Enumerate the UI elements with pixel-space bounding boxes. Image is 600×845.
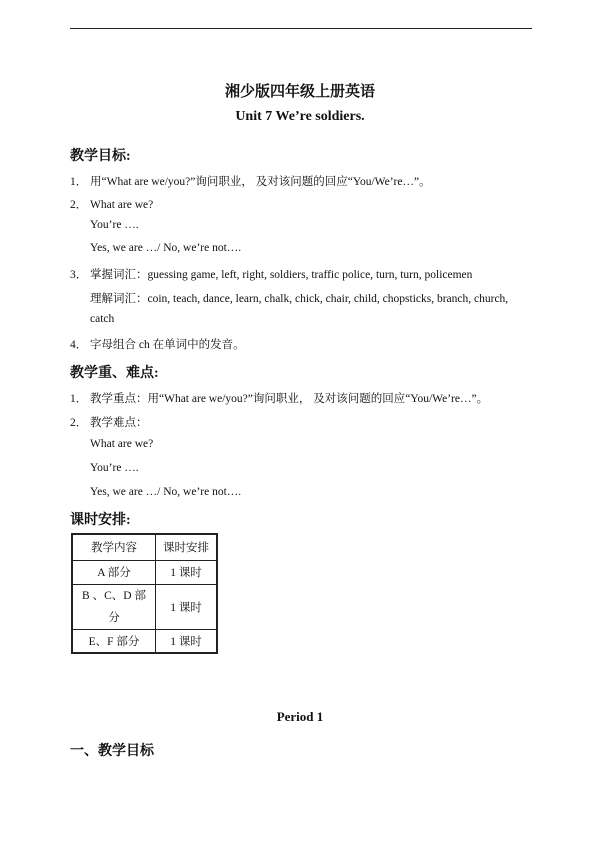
table-row [72,560,217,584]
table-cell-hours: 1 课时 [156,629,218,653]
key-point-item-1 [70,390,488,406]
schedule-table [71,533,218,654]
goal-item-1 [70,173,431,189]
key-point-item-1-text: 教学重点：用“What are we/you?”询问职业， 及对该问题的回应“You/We’re…”。 [90,393,489,405]
table-cell-content [72,584,156,629]
goal-item-3-vocab-cont: catch [90,313,115,325]
table-row [72,534,217,560]
goal-item-3-text: 掌握词汇：guessing game, left, right, soldiers, traffic police, turn, turn, policemen [90,269,473,281]
goal-item-1-text: 用“What are we/you?”询问职业， 及对该问题的回应“You/We’re…”。 [90,176,431,188]
header-rule [70,28,532,29]
period-section-heading: 一、教学目标 [70,744,154,759]
goal-item-4-text: 字母组合 ch 在单词中的发音。 [90,339,245,351]
key-point-item-2-line-c: Yes, we are …/ No, we’re not…. [90,486,242,498]
table-cell-content-line2: 分 [108,611,120,624]
table-header-content: 教学内容 [72,534,156,560]
key-point-item-2-text: 教学难点： [90,417,148,429]
goal-item-2-answer-b: Yes, we are …/ No, we’re not…. [90,242,242,254]
key-points-heading: 教学重、难点: [70,366,159,381]
goals-heading: 教学目标: [70,149,131,164]
key-point-item-2-line-a: What are we? [90,438,154,450]
table-header-hours: 课时安排 [156,534,218,560]
document-title: 湘少版四年级上册英语 [224,84,375,100]
key-point-item-2 [70,414,148,430]
key-point-item-2-num: 2． [70,417,88,429]
table-cell-content-line1: B 、C、D 部 [82,589,146,602]
table-cell-content: E、F 部分 [72,629,156,653]
goal-item-3-num: 3． [70,269,88,281]
table-row [72,629,217,653]
table-row [72,584,217,629]
goal-item-1-num: 1． [70,176,88,188]
unit-title: Unit 7 We’re soldiers. [235,109,365,124]
table-cell-hours: 1 课时 [156,584,218,629]
schedule-heading: 课时安排: [70,513,131,528]
goal-item-2-answer-a: You’re …. [90,219,139,231]
goal-item-4-num: 4． [70,339,88,351]
goal-item-3-vocab: 理解词汇：coin, teach, dance, learn, chalk, chick, chair, child, chopsticks, branch, church, [90,293,509,305]
key-point-item-1-num: 1． [70,393,88,405]
table-cell-hours: 1 课时 [156,560,218,584]
goal-item-4 [70,336,245,352]
table-cell-content: A 部分 [72,560,156,584]
goal-item-2-num: 2． [70,199,88,211]
key-point-item-2-line-b: You’re …. [90,462,139,474]
goal-item-2-text: What are we? [90,199,154,211]
period-title: Period 1 [276,709,324,724]
goal-item-2 [70,196,153,212]
goal-item-3 [70,266,472,282]
